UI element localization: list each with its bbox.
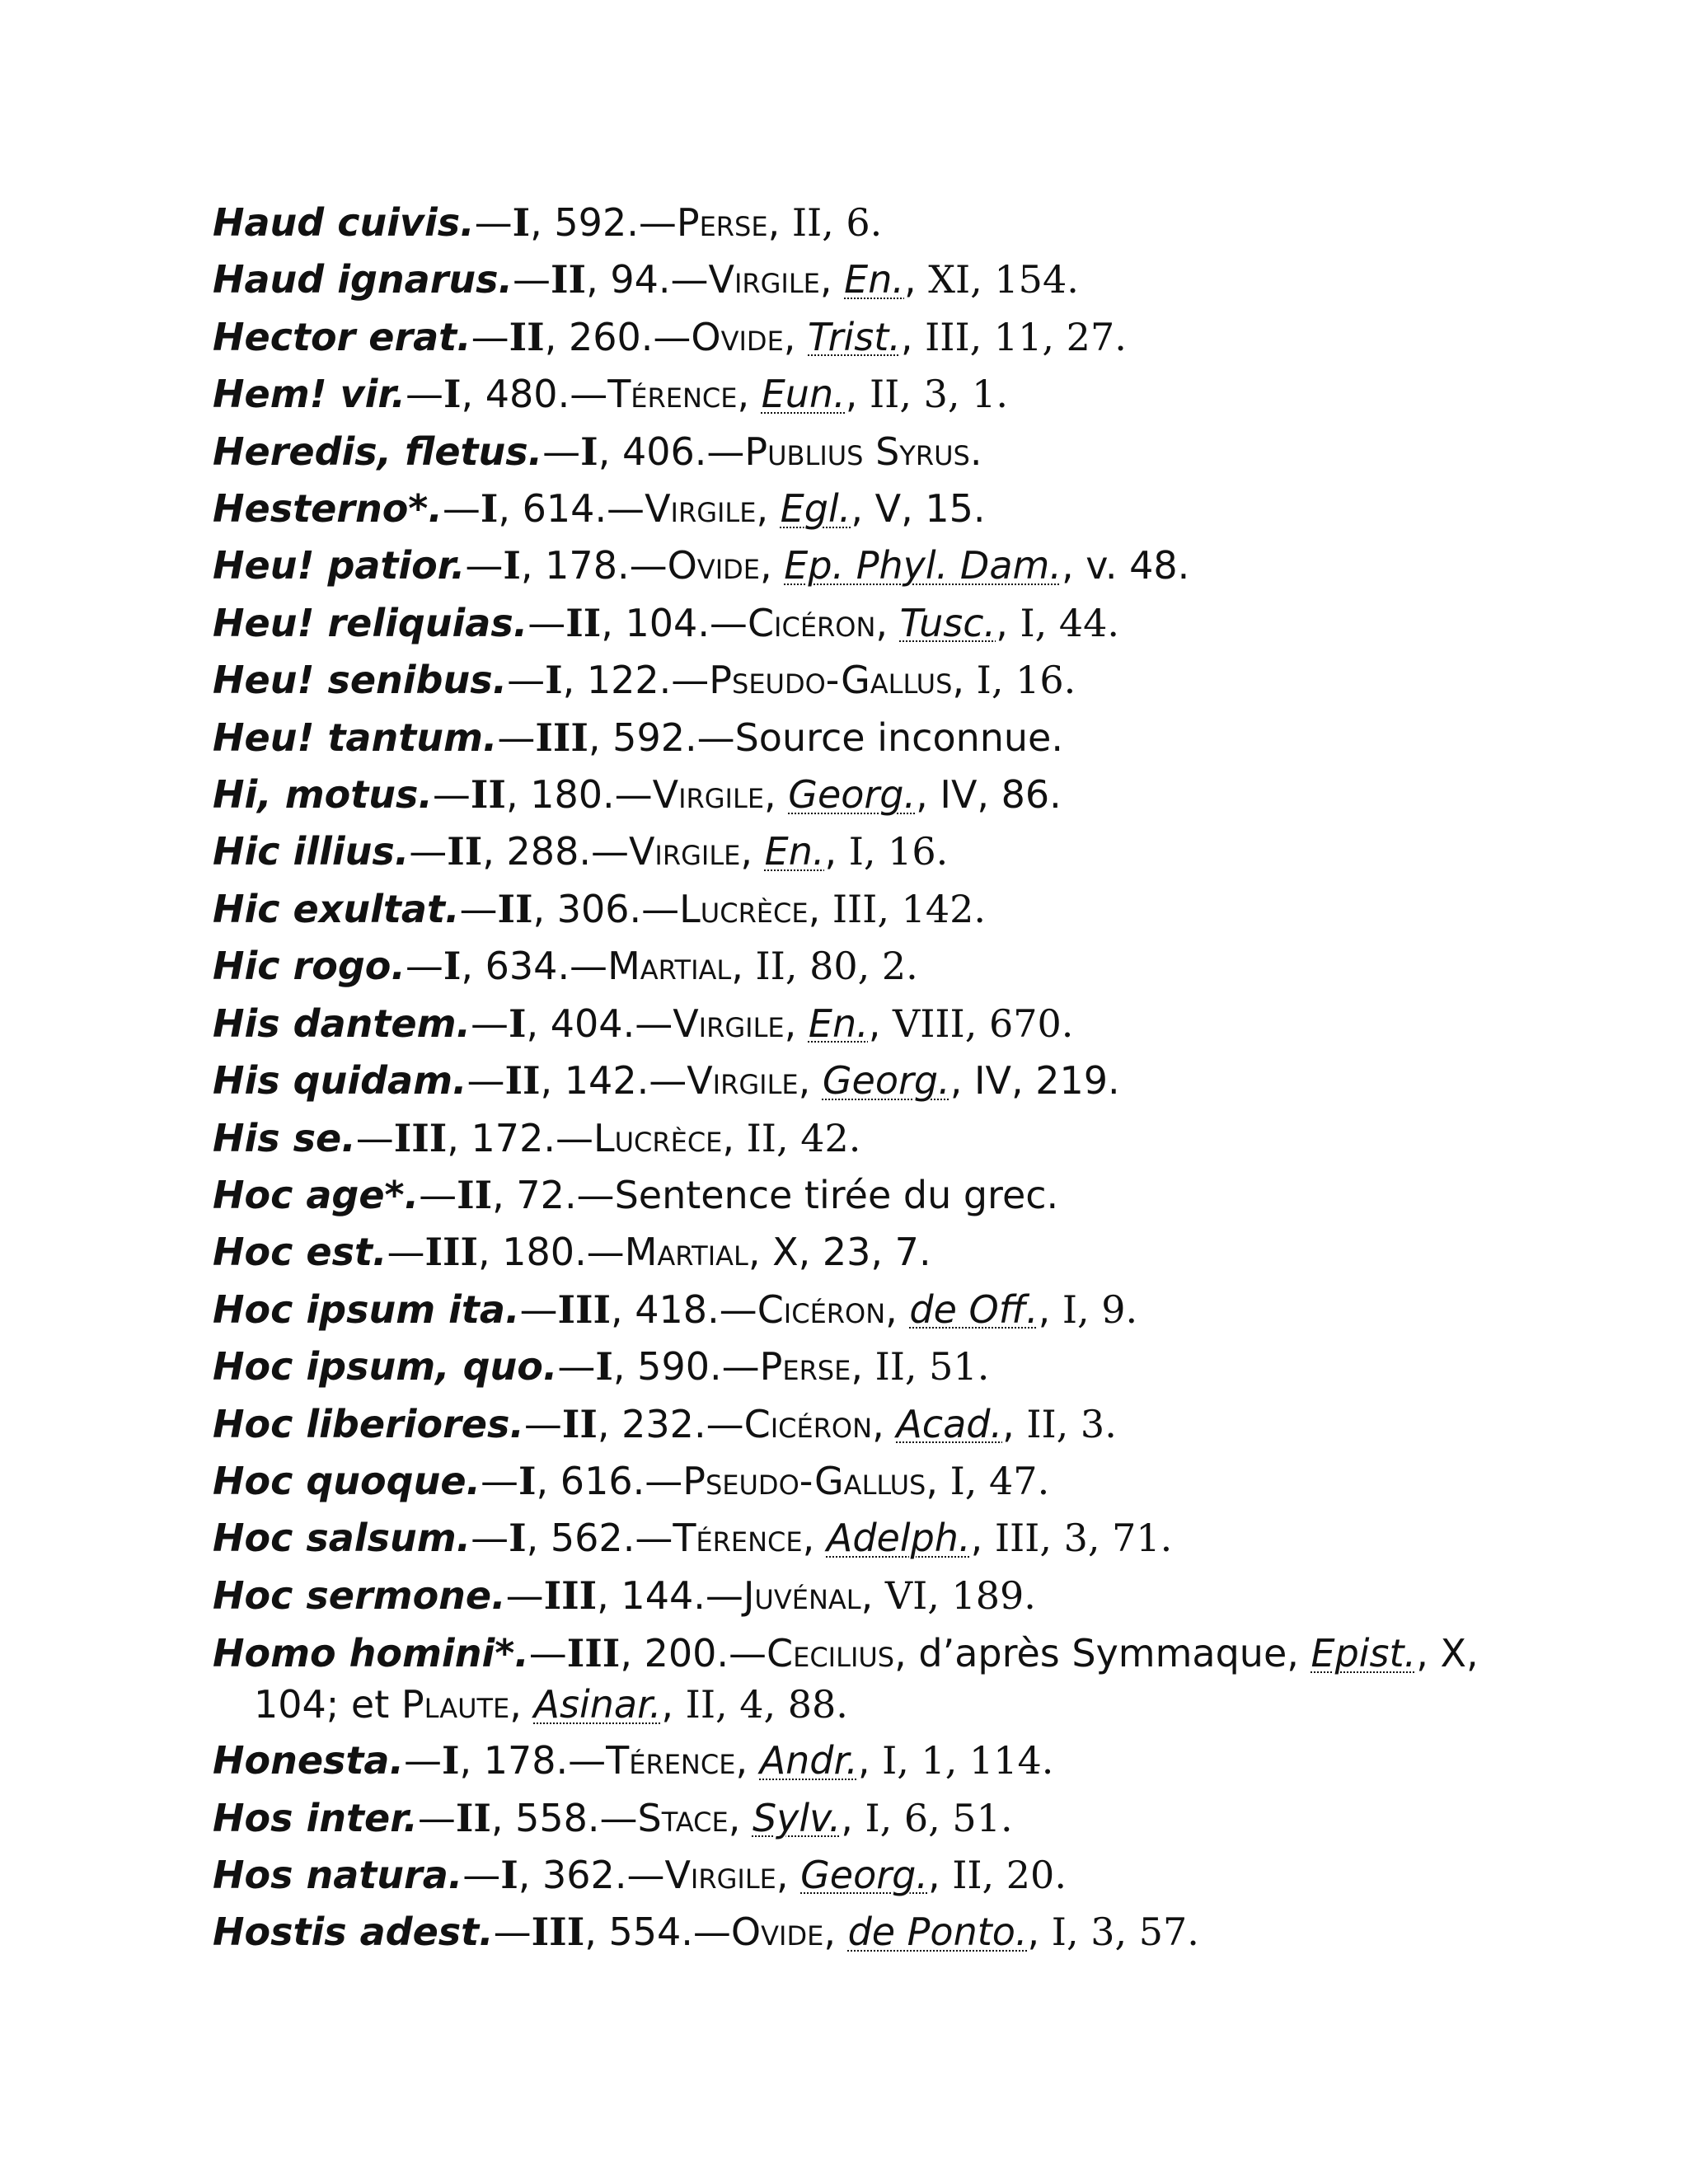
- entry-volume: II: [504, 1058, 541, 1104]
- entry-work-link[interactable]: Georg.: [788, 772, 917, 818]
- entry-author: Térence: [607, 372, 738, 417]
- index-entry: Hos inter.—II, 558.—Stace, Sylv., I, 6, 51.: [213, 1795, 1013, 1840]
- entry-lemma: His se.: [213, 1115, 356, 1160]
- index-entry: Heredis, fletus.—I, 406.—Publius Syrus.: [213, 429, 982, 474]
- entry-author: Cecilius: [767, 1631, 895, 1676]
- entry-lemma: His dantem.: [213, 1001, 471, 1046]
- index-entry: Hostis adest.—III, 554.—Ovide, de Ponto., I, 3, 57.: [213, 1910, 1199, 1955]
- entry-page: 558: [515, 1795, 588, 1840]
- entry-page: 104: [625, 600, 698, 645]
- entry-volume: I: [595, 1344, 613, 1390]
- entry-lemma: Heredis, fletus.: [213, 429, 543, 474]
- entry-work-link[interactable]: En.: [844, 257, 904, 302]
- entry-lemma: Honesta.: [213, 1738, 404, 1783]
- entry-author: Pseudo-Gallus: [709, 658, 953, 703]
- entry-lemma: Hoc ipsum ita.: [213, 1286, 520, 1332]
- citation-index-list: [213, 194, 1498, 1961]
- entry-lemma: Hoc salsum.: [213, 1516, 471, 1561]
- entry-volume: II: [447, 829, 483, 874]
- index-entry: Hem! vir.—I, 480.—Térence, Eun., II, 3, 1.: [213, 372, 1008, 417]
- entry-lemma: Haud ignarus.: [213, 257, 513, 302]
- index-entry: Hoc ipsum ita.—III, 418.—Cicéron, de Off., I, 9.: [213, 1286, 1138, 1332]
- entry-work-link[interactable]: Andr.: [759, 1738, 858, 1783]
- entry-reference: III, 142.: [832, 886, 987, 931]
- entry-volume: III: [424, 1230, 478, 1275]
- entry-lemma: Hoc liberiores.: [213, 1401, 524, 1446]
- entry-volume: I: [580, 429, 598, 474]
- index-entry: Heu! reliquias.—II, 104.—Cicéron, Tusc., I, 44.: [213, 600, 1120, 645]
- entry-source-note: Sentence tirée du grec.: [614, 1172, 1059, 1217]
- entry-page: 480: [485, 372, 558, 417]
- entry-page: 616: [560, 1458, 633, 1503]
- entry-lemma: Hos natura.: [213, 1852, 463, 1897]
- entry-lemma: Heu! tantum.: [213, 715, 498, 760]
- entry-work-link[interactable]: En.: [808, 1001, 869, 1046]
- entry-lemma: Hector erat.: [213, 314, 471, 359]
- entry-work-link[interactable]: de Off.: [909, 1286, 1039, 1332]
- entry-work-link[interactable]: Trist.: [808, 314, 901, 359]
- entry-reference: III, 11, 27.: [925, 314, 1127, 359]
- entry-continuation: 104; et: [254, 1682, 390, 1727]
- entry-volume: I: [512, 200, 531, 245]
- entry-lemma: Haud cuivis.: [213, 200, 475, 245]
- index-entry: Hoc est.—III, 180.—Martial, X, 23, 7.: [213, 1230, 931, 1275]
- entry-reference: XI, 154.: [928, 257, 1079, 302]
- entry-page: 404: [550, 1001, 623, 1046]
- entry-page: 362: [542, 1852, 615, 1897]
- entry-reference: II, 42.: [746, 1115, 861, 1160]
- entry-lemma: Hic illius.: [213, 829, 410, 874]
- entry-volume: II: [457, 1172, 493, 1217]
- index-entry: Homo homini*.—III, 200.—Cecilius, d’après Symmaque, Epist., X, 104; et Plaute, Asinar., II, 4, 88.: [213, 1631, 1479, 1727]
- entry-volume: III: [543, 1572, 598, 1618]
- entry-reference: I, 9.: [1062, 1286, 1138, 1332]
- entry-author: Virgile: [628, 829, 741, 874]
- entry-reference: I, 3, 57.: [1051, 1910, 1199, 1955]
- entry-lemma: Heu! senibus.: [213, 658, 508, 703]
- entry-page: 180: [502, 1230, 575, 1275]
- entry-author: Térence: [606, 1738, 736, 1783]
- entry-author: Cicéron: [757, 1286, 886, 1332]
- entry-reference: II, 6.: [791, 200, 883, 245]
- entry-lemma: Hoc quoque.: [213, 1458, 481, 1503]
- entry-work-link[interactable]: Tusc.: [899, 600, 996, 645]
- index-entry: Hesterno*.—I, 614.—Virgile, Egl., V, 15.: [213, 486, 986, 532]
- entry-volume: III: [393, 1115, 448, 1160]
- entry-author: Virgile: [645, 486, 757, 532]
- entry-volume: I: [500, 1852, 518, 1897]
- entry-page: 634: [485, 944, 558, 989]
- entry-page: 178: [483, 1738, 556, 1783]
- entry-volume: I: [509, 1516, 527, 1561]
- index-entry: Hoc salsum.—I, 562.—Térence, Adelph., III, 3, 71.: [213, 1516, 1173, 1561]
- entry-reference: II, 3, 1.: [869, 372, 1008, 417]
- entry-work-link[interactable]: Georg.: [822, 1058, 950, 1104]
- entry-page: 178: [545, 543, 617, 588]
- entry-reference: II, 20.: [952, 1852, 1067, 1897]
- entry-reference: II, 51.: [874, 1344, 990, 1390]
- entry-author: Perse: [759, 1344, 851, 1390]
- entry-author: Virgile: [652, 772, 765, 818]
- entry-page: 406: [621, 429, 695, 474]
- entry-reference: I, 6, 51.: [865, 1795, 1013, 1840]
- entry-page: 418: [635, 1286, 708, 1332]
- entry-page: 554: [608, 1910, 682, 1955]
- entry-volume: I: [503, 543, 521, 588]
- entry-reference: X,: [1440, 1631, 1479, 1676]
- entry-author: Publius Syrus.: [744, 429, 982, 474]
- index-entry: Haud ignarus.—II, 94.—Virgile, En., XI, 154.: [213, 257, 1079, 302]
- entry-source-note: Source inconnue.: [734, 715, 1063, 760]
- entry-page: 590: [637, 1344, 710, 1390]
- entry-reference: I, 44.: [1020, 600, 1120, 645]
- entry-author: Virgile: [687, 1058, 799, 1104]
- entry-reference: I, 16.: [848, 829, 949, 874]
- entry-author: Virgile: [673, 1001, 785, 1046]
- entry-lemma: Hem! vir.: [213, 372, 406, 417]
- entry-reference: I, 16.: [976, 658, 1076, 703]
- entry-work-link[interactable]: Sylv.: [752, 1795, 842, 1840]
- entry-work-link[interactable]: Adelph.: [826, 1516, 971, 1561]
- entry-author: Lucrèce: [593, 1115, 723, 1160]
- index-entry: His se.—III, 172.—Lucrèce, II, 42.: [213, 1115, 861, 1160]
- entry-volume: II: [551, 257, 587, 302]
- entry-page: 288: [506, 829, 579, 874]
- entry-lemma: Hic exultat.: [213, 886, 460, 931]
- entry-page: 562: [550, 1516, 623, 1561]
- entry-page: 94: [610, 257, 659, 302]
- entry-work-link[interactable]: En.: [764, 829, 825, 874]
- entry-volume: I: [443, 944, 462, 989]
- entry-reference: II, 80, 2.: [755, 944, 918, 989]
- entry-author: Cicéron: [743, 1401, 873, 1446]
- index-entry: Hector erat.—II, 260.—Ovide, Trist., III, 11, 27.: [213, 314, 1127, 359]
- index-entry: His quidam.—II, 142.—Virgile, Georg., IV, 219.: [213, 1058, 1120, 1104]
- index-entry: Honesta.—I, 178.—Térence, Andr., I, 1, 114.: [213, 1738, 1054, 1783]
- index-entry: Hic exultat.—II, 306.—Lucrèce, III, 142.: [213, 886, 987, 931]
- entry-reference: V, 15.: [874, 486, 986, 532]
- entry-reference: IV, 219.: [973, 1058, 1120, 1104]
- entry-reference: IV, 86.: [940, 772, 1062, 818]
- entry-page: 172: [471, 1115, 544, 1160]
- entry-author: Virgile: [664, 1852, 776, 1897]
- entry-work-link[interactable]: Eun.: [761, 372, 846, 417]
- entry-author: Perse: [676, 200, 768, 245]
- entry-work-link[interactable]: Egl.: [780, 486, 851, 532]
- entry-lemma: His quidam.: [213, 1058, 467, 1104]
- entry-volume: I: [545, 658, 563, 703]
- index-entry: Heu! tantum.—III, 592.—Source inconnue.: [213, 715, 1063, 760]
- entry-reference: I, 47.: [950, 1458, 1050, 1503]
- entry-page: 592: [612, 715, 685, 760]
- entry-work-link[interactable]: Epist.: [1311, 1631, 1417, 1676]
- entry-volume: II: [565, 600, 602, 645]
- entry-reference: II, 3.: [1026, 1401, 1117, 1446]
- entry-page: 592: [554, 200, 627, 245]
- entry-page: 200: [644, 1631, 717, 1676]
- entry-reference: v. 48.: [1085, 543, 1190, 588]
- entry-author: Virgile: [708, 257, 820, 302]
- entry-page: 306: [556, 886, 630, 931]
- entry-page: 232: [621, 1401, 694, 1446]
- entry-page: 144: [621, 1572, 694, 1618]
- entry-volume: I: [443, 372, 462, 417]
- entry-author: Plaute: [401, 1682, 510, 1727]
- entry-page: 72: [516, 1172, 565, 1217]
- entry-lemma: Heu! patior.: [213, 543, 466, 588]
- entry-volume: III: [557, 1286, 611, 1332]
- entry-volume: III: [566, 1631, 621, 1676]
- entry-author: Ovide: [691, 314, 784, 359]
- index-entry: His dantem.—I, 404.—Virgile, En., VIII, 670.: [213, 1001, 1074, 1046]
- entry-lemma: Hi, motus.: [213, 772, 433, 818]
- entry-author: Ovide: [667, 543, 760, 588]
- entry-work-link[interactable]: de Ponto.: [847, 1910, 1028, 1955]
- entry-lemma: Homo homini*.: [213, 1631, 529, 1676]
- entry-lemma: Hos inter.: [213, 1795, 418, 1840]
- entry-lemma: Hoc sermone.: [213, 1572, 506, 1618]
- index-entry: Hic rogo.—I, 634.—Martial, II, 80, 2.: [213, 944, 918, 989]
- entry-volume: II: [455, 1795, 491, 1840]
- entry-author: Juvénal: [743, 1572, 861, 1618]
- entry-work-link[interactable]: Georg.: [800, 1852, 928, 1897]
- entry-volume: I: [441, 1738, 460, 1783]
- entry-lemma: Hic rogo.: [213, 944, 406, 989]
- entry-reference: I, 1, 114.: [882, 1738, 1054, 1783]
- entry-author: Lucrèce: [679, 886, 809, 931]
- entry-page: 122: [586, 658, 659, 703]
- entry-volume: II: [470, 772, 506, 818]
- entry-lemma: Hoc age*.: [213, 1172, 420, 1217]
- index-entry: Heu! senibus.—I, 122.—Pseudo-Gallus, I, 16.: [213, 658, 1076, 703]
- index-entry: Hoc ipsum, quo.—I, 590.—Perse, II, 51.: [213, 1344, 990, 1390]
- entry-reference: VIII, 670.: [892, 1001, 1074, 1046]
- index-entry: Hoc liberiores.—II, 232.—Cicéron, Acad., II, 3.: [213, 1401, 1117, 1446]
- entry-volume: II: [561, 1401, 598, 1446]
- entry-volume: III: [535, 715, 588, 760]
- entry-work-link[interactable]: Asinar.: [533, 1682, 662, 1727]
- entry-author: Stace: [637, 1795, 729, 1840]
- entry-author: Martial: [607, 944, 732, 989]
- index-entry: Haud cuivis.—I, 592.—Perse, II, 6.: [213, 200, 883, 245]
- entry-reference: II, 4, 88.: [685, 1682, 848, 1727]
- entry-lemma: Hoc est.: [213, 1230, 387, 1275]
- entry-author: Cicéron: [747, 600, 876, 645]
- entry-reference: X, 23, 7.: [772, 1230, 931, 1275]
- entry-reference: III, 3, 71.: [994, 1516, 1173, 1561]
- entry-lemma: Hoc ipsum, quo.: [213, 1344, 558, 1390]
- entry-lemma: Hesterno*.: [213, 486, 443, 532]
- entry-volume: I: [480, 486, 499, 532]
- entry-volume: II: [497, 886, 533, 931]
- entry-author: Pseudo-Gallus: [682, 1458, 926, 1503]
- index-entry: Hoc quoque.—I, 616.—Pseudo-Gallus, I, 47.: [213, 1458, 1050, 1503]
- index-entry: Hic illius.—II, 288.—Virgile, En., I, 16.: [213, 829, 949, 874]
- entry-volume: III: [531, 1910, 585, 1955]
- entry-reference: VI, 189.: [884, 1572, 1036, 1618]
- entry-lemma: Hostis adest.: [213, 1910, 494, 1955]
- entry-author: Martial: [624, 1230, 748, 1275]
- entry-page: 142: [564, 1058, 637, 1104]
- index-entry: Heu! patior.—I, 178.—Ovide, Ep. Phyl. Dam., v. 48.: [213, 543, 1190, 588]
- entry-work-link[interactable]: Ep. Phyl. Dam.: [784, 543, 1062, 588]
- entry-page: 614: [522, 486, 595, 532]
- entry-volume: I: [518, 1458, 537, 1503]
- index-entry: Hoc age*.—II, 72.—Sentence tirée du grec.: [213, 1172, 1059, 1217]
- entry-author: Ovide: [730, 1910, 824, 1955]
- entry-work-link[interactable]: Acad.: [896, 1401, 1003, 1446]
- entry-lemma: Heu! reliquias.: [213, 600, 528, 645]
- entry-note: d’après Symmaque: [918, 1631, 1287, 1676]
- entry-page: 180: [530, 772, 603, 818]
- index-entry: Hoc sermone.—III, 144.—Juvénal, VI, 189.: [213, 1572, 1036, 1618]
- index-entry: Hos natura.—I, 362.—Virgile, Georg., II, 20.: [213, 1852, 1067, 1897]
- entry-author: Térence: [673, 1516, 803, 1561]
- entry-page: 260: [568, 314, 641, 359]
- entry-volume: II: [509, 314, 545, 359]
- index-entry: Hi, motus.—II, 180.—Virgile, Georg., IV, 86.: [213, 772, 1062, 818]
- entry-volume: I: [508, 1001, 527, 1046]
